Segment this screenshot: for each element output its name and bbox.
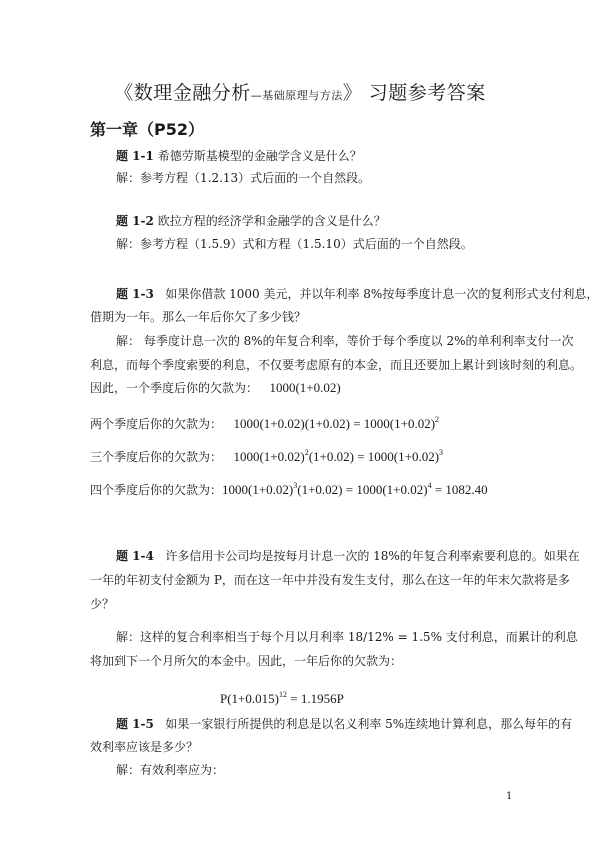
answer-1-4-line1: 解：这样的复合利率相当于每个月以月利率 18/12% = 1.5% 支付利息，而累计的利息 — [116, 630, 578, 644]
question-1-4-cont2: 少？ — [90, 597, 115, 611]
question-1-4-cont1: 一年的年初支付金额为 P，而在这一年中并没有发生支付，那么在这一年的年末欠款将是多 — [90, 573, 570, 587]
answer-1-3-q3: 三个季度后你的欠款为： $1000(1+0.02)^2(1+0.02) = 1000(1+0.02)^3$ — [90, 448, 444, 464]
question-1-1: 题 1-1 希德劳斯基模型的金融学含义是什么？ — [116, 149, 362, 163]
question-1-3-cont: 借期为一年。那么一年后你欠了多少钱？ — [90, 310, 307, 324]
answer-1-4-line2: 将加到下一个月所欠的本金中。因此，一年后你的欠款为： — [90, 654, 403, 668]
document-title: 《数理金融分析—基础原理与方法》 习题参考答案 — [114, 82, 486, 104]
equation-1-4: $P(1+0.015)^{12} = 1.1956P$ — [220, 690, 344, 706]
answer-1-5-line1: 解：有效利率应为： — [116, 763, 225, 777]
page-number: 1 — [506, 791, 513, 802]
answer-1-3-line2: 利息，而每个季度索要的利息，不仅要考虑原有的本金，而且还要加上累计到该时刻的利息。 — [90, 358, 583, 372]
answer-1-2: 解：参考方程（1.5.9）式和方程（1.5.10）式后面的一个自然段。 — [116, 237, 473, 251]
question-1-3: 题 1-3 如果你借款 1000 美元，并以年利率 8%按每季度计息一次的复利形式支付利息， — [116, 287, 599, 301]
chapter-heading: 第一章（P52） — [90, 120, 204, 139]
answer-1-3-q4: 四个季度后你的欠款为：$1000(1+0.02)^3(1+0.02) = 1000(1+0.02)^4 = 1082.40$ — [90, 481, 488, 497]
question-1-5-cont: 效利率应该是多少？ — [90, 740, 199, 754]
equation-q1: 1000(1+0.02) — [269, 380, 341, 395]
equation-q4: $1000(1+0.02)^3(1+0.02) = 1000(1+0.02)^4 = 1082.40$ — [222, 481, 488, 497]
question-1-5: 题 1-5 如果一家银行所提供的利息是以名义利率 5%连续地计算利息，那么每年的有 — [116, 717, 573, 731]
answer-1-1: 解：参考方程（1.2.13）式后面的一个自然段。 — [116, 171, 371, 185]
answer-1-3-line3: 因此，一个季度后你的欠款为： 1000(1+0.02) — [90, 380, 341, 395]
equation-q2: $1000(1+0.02)(1+0.02) = 1000(1+0.02)^2$ — [233, 415, 440, 431]
equation-q3: $1000(1+0.02)^2(1+0.02) = 1000(1+0.02)^3$ — [233, 448, 444, 464]
answer-1-3-line1: 解： 每季度计息一次的 8%的年复合利率，等价于每个季度以 2%的单利利率支付一次 — [116, 334, 574, 348]
document-subtitle: —基础原理与方法 — [250, 89, 343, 102]
question-1-2: 题 1-2 欧拉方程的经济学和金融学的含义是什么？ — [116, 214, 386, 228]
answer-1-3-q2: 两个季度后你的欠款为： $1000(1+0.02)(1+0.02) = 1000(1+0.02)^2$ — [90, 415, 440, 431]
question-1-4: 题 1-4 许多信用卡公司均是按每月计息一次的 18%的年复合利率索要利息的。如果在 — [116, 549, 580, 563]
